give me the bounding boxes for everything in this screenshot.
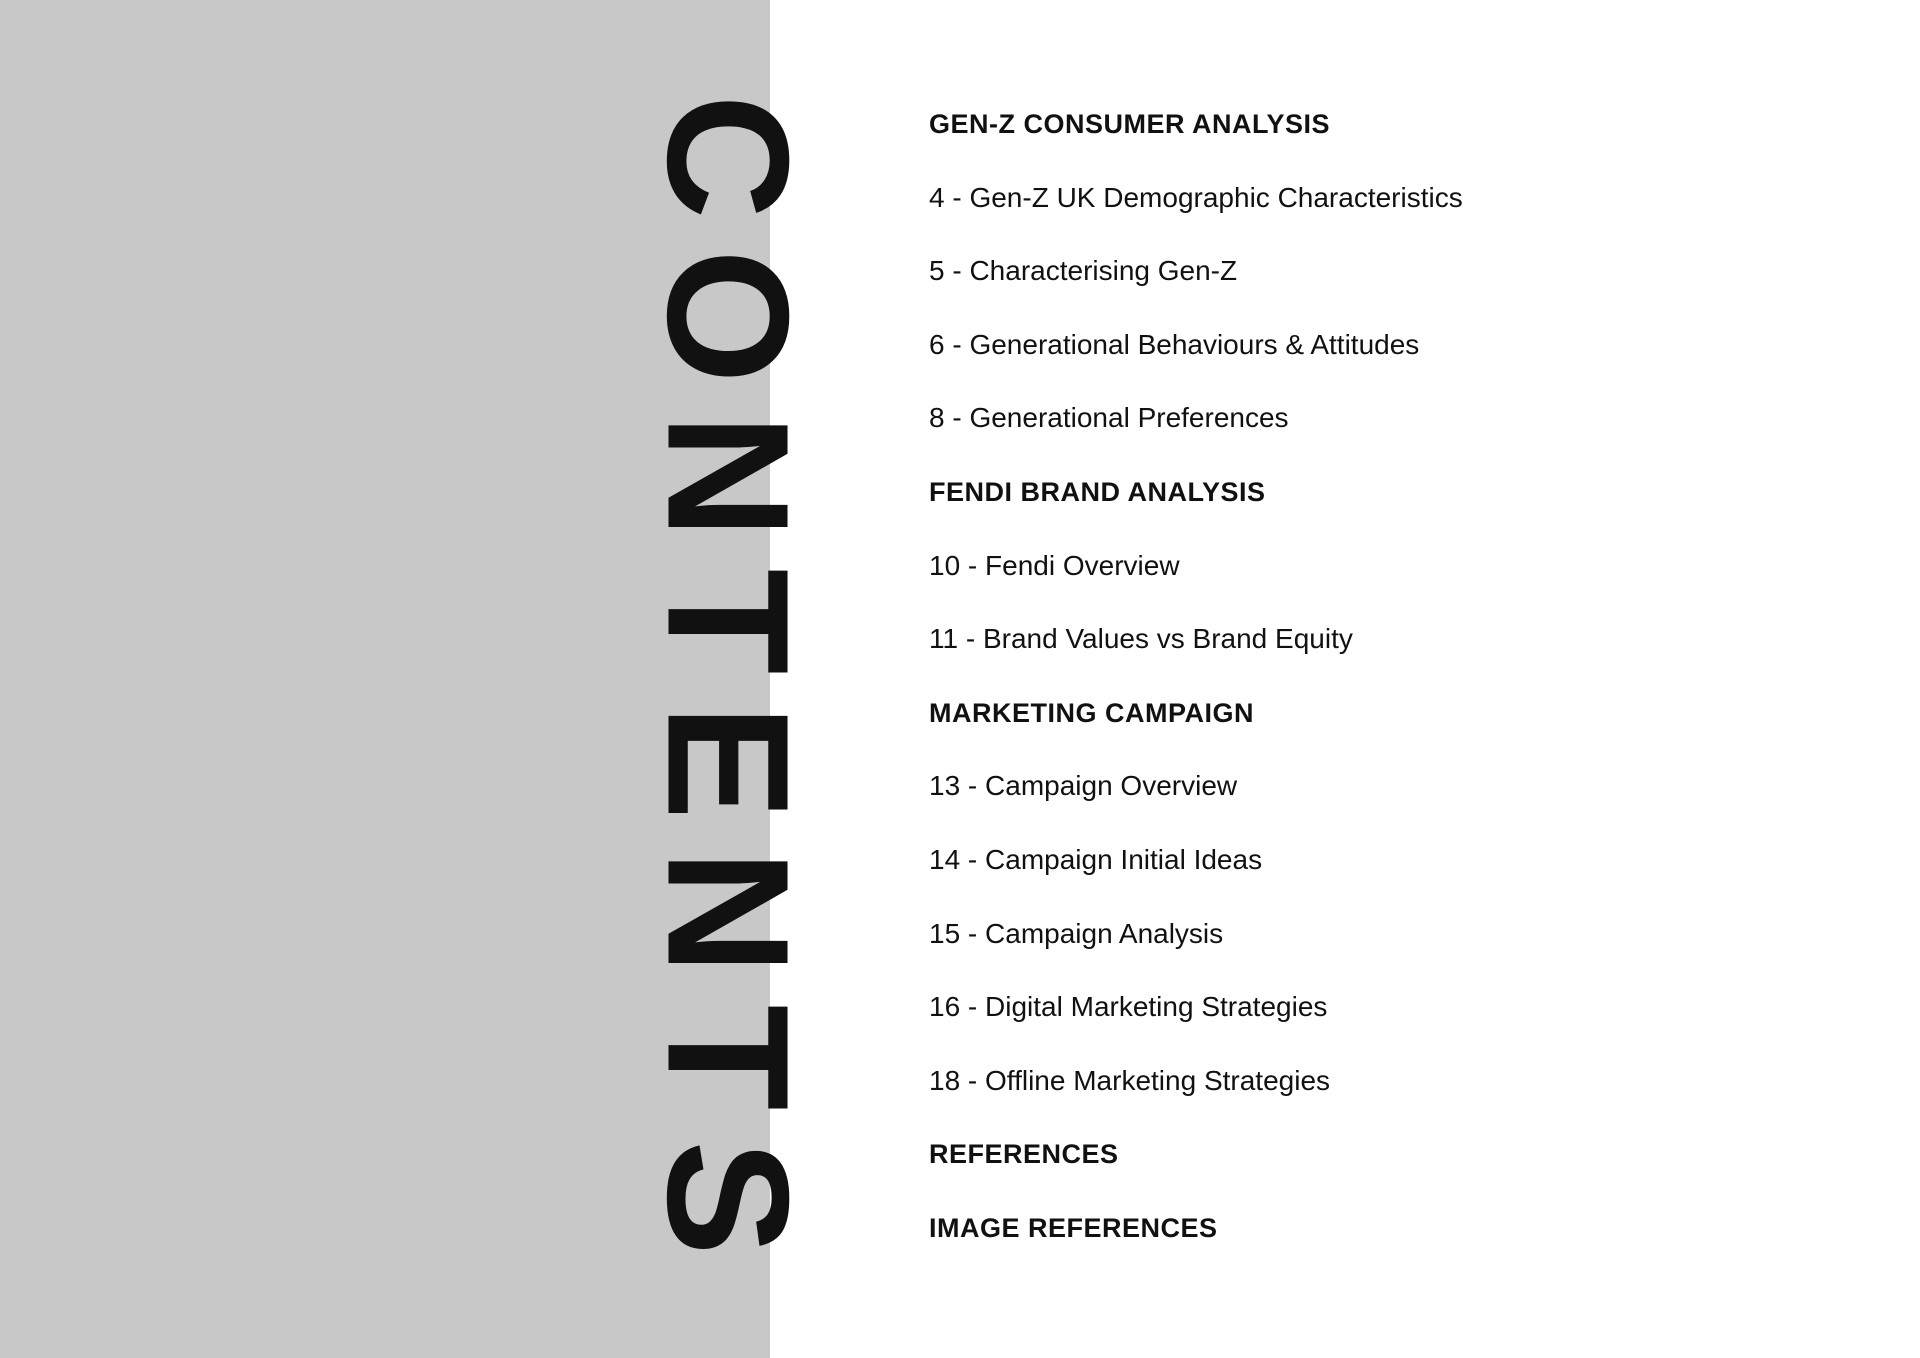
toc-entry-generational-behaviours-attitudes: 6 - Generational Behaviours & Attitudes <box>929 328 1420 360</box>
toc-section-image-references: IMAGE REFERENCES <box>929 1212 1218 1243</box>
toc-entry-brand-values-vs-brand-equity: 11 - Brand Values vs Brand Equity <box>929 623 1353 655</box>
toc-entry-fendi-overview: 10 - Fendi Overview <box>929 549 1180 581</box>
toc-entry-generational-preferences: 8 - Generational Preferences <box>929 402 1289 434</box>
contents-title: CONTENTS <box>631 94 826 1286</box>
toc-section-references: REFERENCES <box>929 1139 1119 1170</box>
toc-entry-gen-z-uk-demographic-characteristics: 4 - Gen-Z UK Demographic Characteristics <box>929 181 1463 213</box>
toc-entry-campaign-analysis: 15 - Campaign Analysis <box>929 917 1224 949</box>
toc-section-gen-z-consumer-analysis: GEN-Z CONSUMER ANALYSIS <box>929 109 1331 139</box>
toc-entry-digital-marketing-strategies: 16 - Digital Marketing Strategies <box>929 991 1328 1023</box>
toc-entry-offline-marketing-strategies: 18 - Offline Marketing Strategies <box>929 1064 1331 1096</box>
toc-section-fendi-brand-analysis: FENDI BRAND ANALYSIS <box>929 476 1266 507</box>
toc-entry-characterising-gen-z: 5 - Characterising Gen-Z <box>929 255 1238 287</box>
toc-entry-campaign-initial-ideas: 14 - Campaign Initial Ideas <box>929 843 1263 875</box>
toc-entry-campaign-overview: 13 - Campaign Overview <box>929 770 1238 802</box>
toc-section-marketing-campaign: MARKETING CAMPAIGN <box>929 697 1254 728</box>
table-of-contents <box>929 104 1463 1282</box>
